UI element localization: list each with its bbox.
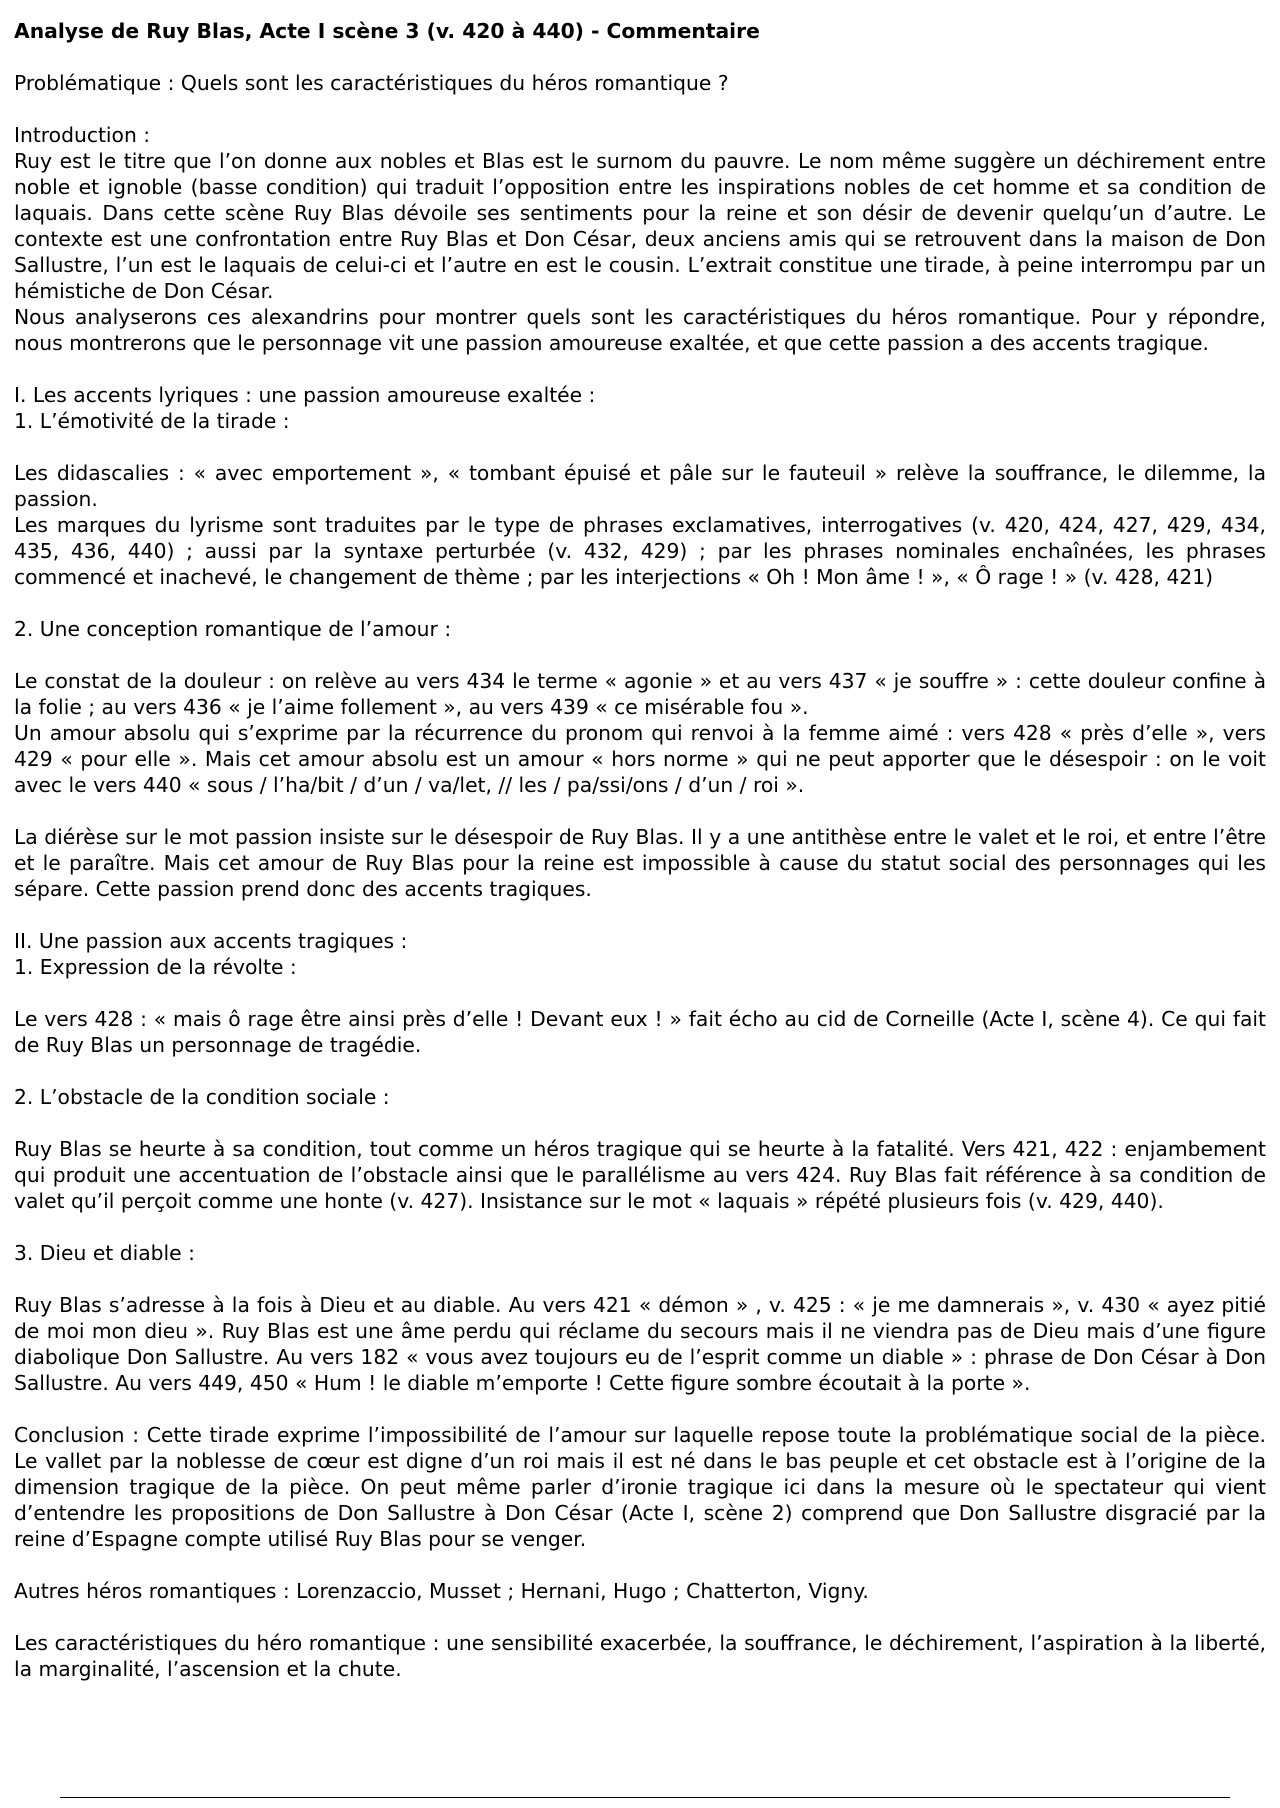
part1-paragraph-1: Les didascalies : « avec emportement », « tombant épuisé et pâle sur le fauteuil » relève la souffrance, le dilemme, la passion. (14, 461, 1266, 511)
introduction-paragraph-2: Nous analyserons ces alexandrins pour montrer quels sont les caractéristiques du héros romantique. Pour y répondre, nous montrerons que le personnage vit une passion amoureuse exaltée, et que cette passion a des accents tragique. (14, 305, 1266, 355)
introduction-paragraph-1: Ruy est le titre que l’on donne aux nobles et Blas est le surnom du pauvre. Le nom même suggère un déchirement entre noble et ignoble (basse condition) qui traduit l’opposition entre les inspirations nobles de cet homme et sa condition de laquais. Dans cette scène Ruy Blas dévoile ses sentiments pour la reine et son désir de devenir quelqu’un d’autre. Le contexte est une confrontation entre Ruy Blas et Don César, deux anciens amis qui se retrouvent dans la maison de Don Sallustre, l’un est le laquais de celui-ci et l’autre en est le cousin. L’extrait constitue une tirade, à peine interrompu par un hémistiche de Don César. (14, 149, 1266, 303)
part2-paragraph-2: Ruy Blas se heurte à sa condition, tout comme un héros tragique qui se heurte à la fatalité. Vers 421, 422 : enjambement qui produit une accentuation de l’obstacle ainsi que le parallélisme au vers 424. Ruy Blas fait référence à sa condition de valet qu’il perçoit comme une honte (v. 427). Insistance sur le mot « laquais » répété plusieurs fois (v. 429, 440). (14, 1137, 1266, 1213)
part2-paragraph-1: Le vers 428 : « mais ô rage être ainsi près d’elle ! Devant eux ! » fait écho au cid de Corneille (Acte I, scène 4). Ce qui fait de Ruy Blas un personnage de tragédie. (14, 1007, 1266, 1057)
part2-heading: II. Une passion aux accents tragiques : (14, 929, 408, 953)
problematique: Problématique : Quels sont les caractéristiques du héros romantique ? (14, 71, 729, 95)
autres-heros: Autres héros romantiques : Lorenzaccio, Musset ; Hernani, Hugo ; Chatterton, Vigny. (14, 1579, 869, 1603)
part1-paragraph-4: Un amour absolu qui s’exprime par la récurrence du pronom qui renvoi à la femme aimé : vers 428 « près d’elle », vers 429 « pour elle ». Mais cet amour absolu est un amour « hors norme » qui ne peut apporter que le désespoir : on le voit avec le vers 440 « sous / l’ha/bit / d’un / va/let, // les / pa/ssi/ons / d’un / roi ». (14, 721, 1266, 797)
part2-subheading-3: 3. Dieu et diable : (14, 1241, 195, 1265)
footer-divider (60, 1797, 1230, 1798)
conclusion: Conclusion : Cette tirade exprime l’impossibilité de l’amour sur laquelle repose toute la problématique social de la pièce. Le vallet par la noblesse de cœur est digne d’un roi mais il est né dans le bas peuple et cet obstacle est à l’origine de la dimension tragique de la pièce. On peut même parler d’ironie tragique ici dans la mesure où le spectateur qui vient d’entendre les propositions de Don Sallustre à Don César (Acte I, scène 2) comprend que Don Sallustre disgracié par la reine d’Espagne compte utilisé Ruy Blas pour se venger. (14, 1423, 1266, 1551)
part1-subheading-1: 1. L’émotivité de la tirade : (14, 409, 290, 433)
part2-subheading-1: 1. Expression de la révolte : (14, 955, 297, 979)
document-title: Analyse de Ruy Blas, Acte I scène 3 (v. 420 à 440) - Commentaire (14, 19, 760, 43)
caracteristiques: Les caractéristiques du héro romantique : une sensibilité exacerbée, la souffrance, le déchirement, l’aspiration à la liberté, la marginalité, l’ascension et la chute. (14, 1631, 1266, 1681)
introduction-heading: Introduction : (14, 123, 151, 147)
part1-heading: I. Les accents lyriques : une passion amoureuse exaltée : (14, 383, 596, 407)
document-page (14, 18, 1266, 1682)
part1-paragraph-5: La diérèse sur le mot passion insiste sur le désespoir de Ruy Blas. Il y a une antithèse entre le valet et le roi, et entre l’être et le paraître. Mais cet amour de Ruy Blas pour la reine est impossible à cause du statut social des personnages qui les sépare. Cette passion prend donc des accents tragiques. (14, 825, 1266, 901)
part1-subheading-2: 2. Une conception romantique de l’amour : (14, 617, 452, 641)
part1-paragraph-2: Les marques du lyrisme sont traduites par le type de phrases exclamatives, interrogatives (v. 420, 424, 427, 429, 434, 435, 436, 440) ; aussi par la syntaxe perturbée (v. 432, 429) ; par les phrases nominales enchaînées, les phrases commencé et inachevé, le changement de thème ; par les interjections « Oh ! Mon âme ! », « Ô rage ! » (v. 428, 421) (14, 513, 1266, 589)
part2-paragraph-3: Ruy Blas s’adresse à la fois à Dieu et au diable. Au vers 421 « démon » , v. 425 : « je me damnerais », v. 430 « ayez pitié de moi mon dieu ». Ruy Blas est une âme perdu qui réclame du secours mais il ne viendra pas de Dieu mais d’une figure diabolique Don Sallustre. Au vers 182 « vous avez toujours eu de l’esprit comme un diable » : phrase de Don César à Don Sallustre. Au vers 449, 450 « Hum ! le diable m’emporte ! Cette figure sombre écoutait à la porte ». (14, 1293, 1266, 1395)
part2-subheading-2: 2. L’obstacle de la condition sociale : (14, 1085, 390, 1109)
part1-paragraph-3: Le constat de la douleur : on relève au vers 434 le terme « agonie » et au vers 437 « je souffre » : cette douleur confine à la folie ; au vers 436 « je l’aime follement », au vers 439 « ce misérable fou ». (14, 669, 1266, 719)
